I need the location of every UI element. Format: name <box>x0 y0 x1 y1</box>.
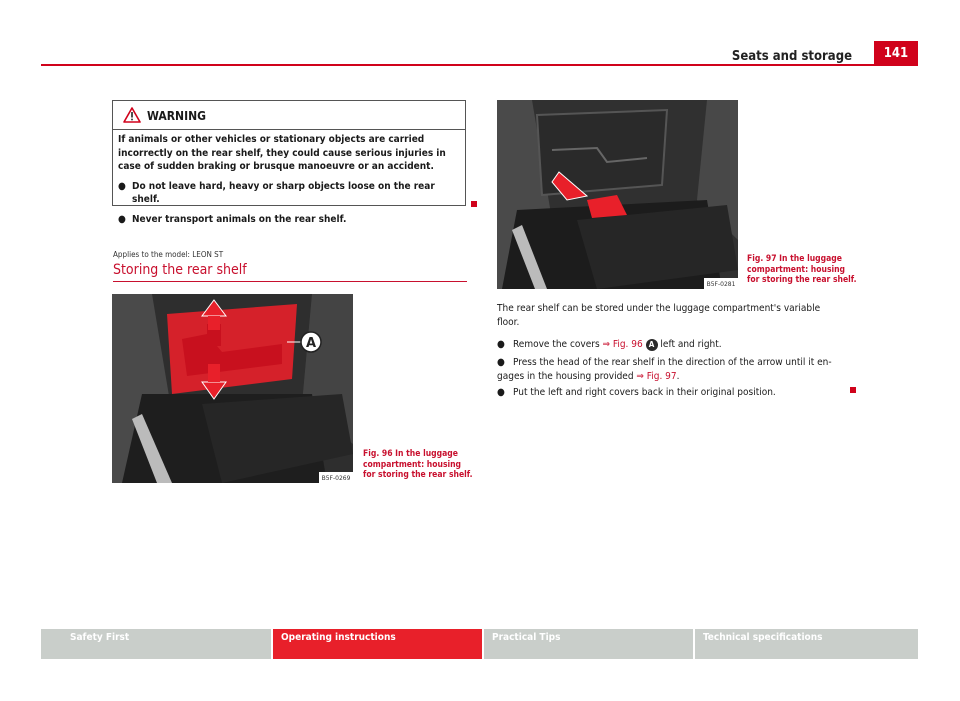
tab-operating-instructions[interactable]: Operating instructions <box>273 629 482 659</box>
warning-header <box>113 101 465 130</box>
section-end-mark <box>850 387 856 393</box>
section-rule <box>113 281 467 282</box>
figure-97-caption: Fig. 97 In the luggage compartment: housing for storing the rear shelf. <box>747 254 857 285</box>
warning-bullet-text: Never transport animals on the rear shelf. <box>132 213 347 225</box>
page-title: Seats and storage <box>731 49 852 64</box>
header-rule <box>41 64 918 66</box>
marker-a-badge: A <box>646 339 658 351</box>
step-press-shelf-cont: gages in the housing provided ⇒ Fig. 97. <box>497 371 680 382</box>
figure-96-caption: Fig. 96 In the luggage compartment: housing for storing the rear shelf. <box>363 449 473 480</box>
fig-97-link[interactable]: ⇒ Fig. 97 <box>636 371 677 382</box>
figure-96-label: A <box>305 336 317 351</box>
warning-title: WARNING <box>147 109 206 123</box>
tab-safety-first[interactable]: Safety First <box>41 629 271 659</box>
tab-practical-tips[interactable]: Practical Tips <box>484 629 693 659</box>
tab-technical-specifications[interactable]: Technical specifications <box>695 629 918 659</box>
step-remove-covers: ● Remove the covers ⇒ Fig. 96 A left and right. <box>497 339 722 350</box>
warning-bullet: ● Never transport animals on the rear shelf. <box>118 213 347 225</box>
warning-text: If animals or other vehicles or stationary objects are carried incorrectly on the rear shelf, they could cause serious injuries in case of sudden braking or brusque manoeuvre or an accident. <box>118 134 446 172</box>
figure-97-code: B5F-0281 <box>706 281 736 288</box>
warning-icon <box>123 107 141 123</box>
intro-paragraph: The rear shelf can be stored under the luggage compartment's variable floor. <box>497 303 821 328</box>
section-title: Storing the rear shelf <box>113 262 247 278</box>
step-press-shelf: ● Press the head of the rear shelf in the direction of the arrow until it en- <box>497 357 832 368</box>
warning-box <box>112 100 466 225</box>
fig-96-link[interactable]: ⇒ Fig. 96 <box>602 339 646 350</box>
page-number: 141 <box>874 41 918 65</box>
warning-bullet-text: Do not leave hard, heavy or sharp objects loose on the rear shelf. <box>132 180 435 205</box>
applies-to-label: Applies to the model: LEON ST <box>113 250 224 259</box>
warning-end-mark <box>471 201 477 207</box>
figure-96-code: B5F-0269 <box>321 475 351 482</box>
step-replace-covers: ● Put the left and right covers back in their original position. <box>497 387 776 398</box>
figure-96-photo <box>112 294 353 483</box>
figure-97-photo <box>497 100 738 289</box>
warning-bullet: ● Do not leave hard, heavy or sharp objects loose on the rear shelf. <box>118 180 458 207</box>
